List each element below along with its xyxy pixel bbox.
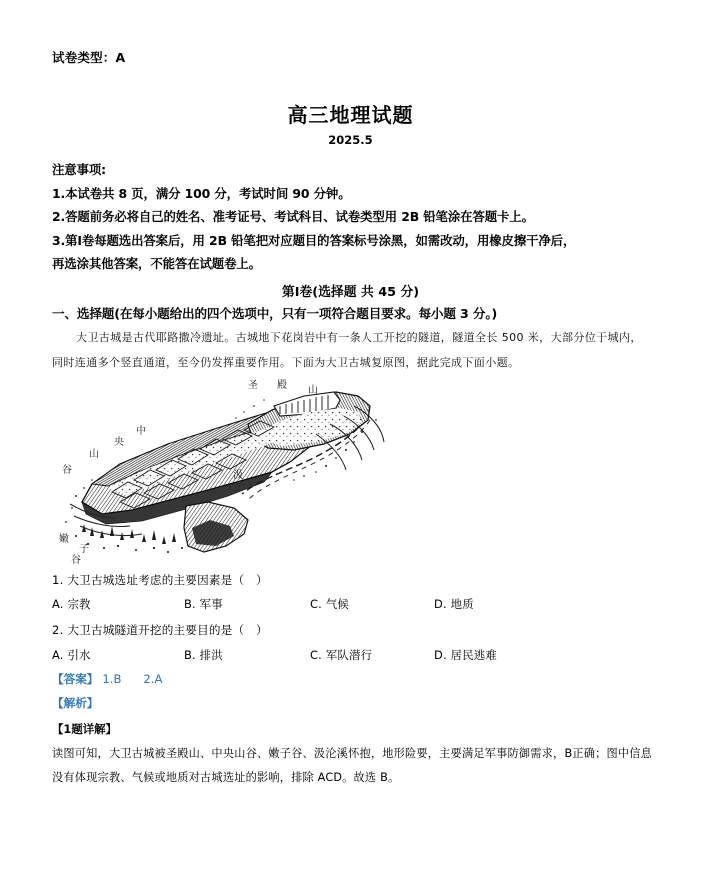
figure-label-central-1: 中	[136, 426, 146, 437]
analysis-tag: 【解析】	[52, 696, 99, 710]
question-2-text: 大卫古城隧道开挖的主要目的是（ ）	[67, 623, 268, 637]
question-1-stem	[52, 572, 662, 588]
paper-type-label: 试卷类型：A	[52, 50, 126, 65]
figure-label-central-4: 谷	[62, 465, 72, 476]
option-text: 气候	[325, 597, 349, 611]
part-heading: 一、选择题(在每小题给出的四个选项中，只有一项符合题目要求。每小题 3 分。)	[52, 306, 498, 321]
option-text: 排洪	[199, 648, 223, 662]
notice-heading: 注意事项:	[52, 162, 107, 177]
notice-item-1: 1.本试卷共 8 页，满分 100 分，考试时间 90 分钟。	[52, 185, 351, 201]
question-1-option-a[interactable]	[52, 596, 91, 612]
passage-text: 大卫古城是古代耶路撒冷遗址。古城地下花岗岩中有一条人工开挖的隧道，隧道全长 500 米，大部分位于城内，同时连通多个竖直通道，至今仍发挥重要作用。下面为大卫古城复原图，据此完成下面小题。	[52, 331, 642, 369]
figure-label-hinnom-1: 嫩	[59, 534, 69, 545]
answer-line	[52, 671, 162, 687]
option-text: 地质	[450, 597, 474, 611]
figure-label-temple-1: 圣	[248, 380, 258, 391]
figure-illustration	[58, 376, 428, 568]
option-text: 军队潜行	[325, 648, 373, 662]
figure-label-central-2: 央	[114, 437, 124, 448]
question-1-option-c[interactable]	[310, 596, 349, 612]
option-text: 居民逃难	[450, 648, 497, 662]
option-key: B.	[184, 597, 196, 611]
option-text: 宗教	[67, 597, 91, 611]
question-1-text: 大卫古城选址考虑的主要因素是（ ）	[67, 573, 268, 587]
question-2-option-c[interactable]	[310, 647, 372, 663]
notice-block	[52, 158, 656, 276]
question-1-option-b[interactable]	[184, 596, 223, 612]
question-2-option-a[interactable]	[52, 647, 91, 663]
option-key: D.	[434, 648, 447, 662]
detail-body: 读图可知，大卫古城被圣殿山、中央山谷、嫩子谷、汲沦溪怀抱，地形险要，主要满足军事防御需求，B正确；图中信息没有体现宗教、气候或地质对古城选址的影响，排除 ACD。故选 B。	[52, 747, 653, 784]
option-key: A.	[52, 648, 64, 662]
answer-item-1: 1.B	[102, 672, 122, 686]
volume-heading: 第I卷(选择题 共 45 分)	[281, 285, 420, 300]
document-date: 2025.5	[328, 133, 373, 147]
notice-item-4: 再选涂其他答案，不能答在试题卷上。	[52, 256, 261, 271]
figure-label-temple-2: 殿	[277, 380, 287, 391]
option-key: A.	[52, 597, 64, 611]
question-2-number: 2.	[52, 623, 64, 637]
valley-vegetation	[75, 524, 183, 553]
notice-item-2: 2.答题前务必将自己的姓名、准考证号、考试科目、试卷类型用 2B 铅笔涂在答题卡上。	[52, 209, 534, 224]
option-text: 引水	[67, 648, 91, 662]
figure-label-kidron: 汲	[233, 470, 243, 481]
figure-label-temple-3: 山	[308, 385, 318, 396]
question-1-option-d[interactable]	[434, 596, 474, 612]
figure-label-central-3: 山	[89, 449, 99, 460]
question-1-number: 1.	[52, 573, 64, 587]
option-key: B.	[184, 648, 196, 662]
option-text: 军事	[199, 597, 223, 611]
option-key: C.	[310, 648, 322, 662]
notice-item-3: 3.第I卷每题选出答案后，用 2B 铅笔把对应题目的答案标号涂黑，如需改动，用橡皮擦干净后，	[52, 232, 576, 248]
question-2-option-d[interactable]	[434, 647, 497, 663]
figure-label-hinnom-3: 谷	[71, 555, 81, 566]
question-2-option-b[interactable]	[184, 647, 223, 663]
detail-tag: 【1题详解】	[52, 722, 117, 736]
answer-tag: 【答案】	[52, 672, 99, 686]
question-2-stem	[52, 622, 662, 638]
option-key: D.	[434, 597, 447, 611]
figure-label-hinnom-2: 子	[79, 544, 89, 555]
option-key: C.	[310, 597, 322, 611]
answer-item-2: 2.A	[143, 672, 163, 686]
city-of-david-figure	[58, 376, 428, 568]
page-title: 高三地理试题	[287, 103, 414, 127]
